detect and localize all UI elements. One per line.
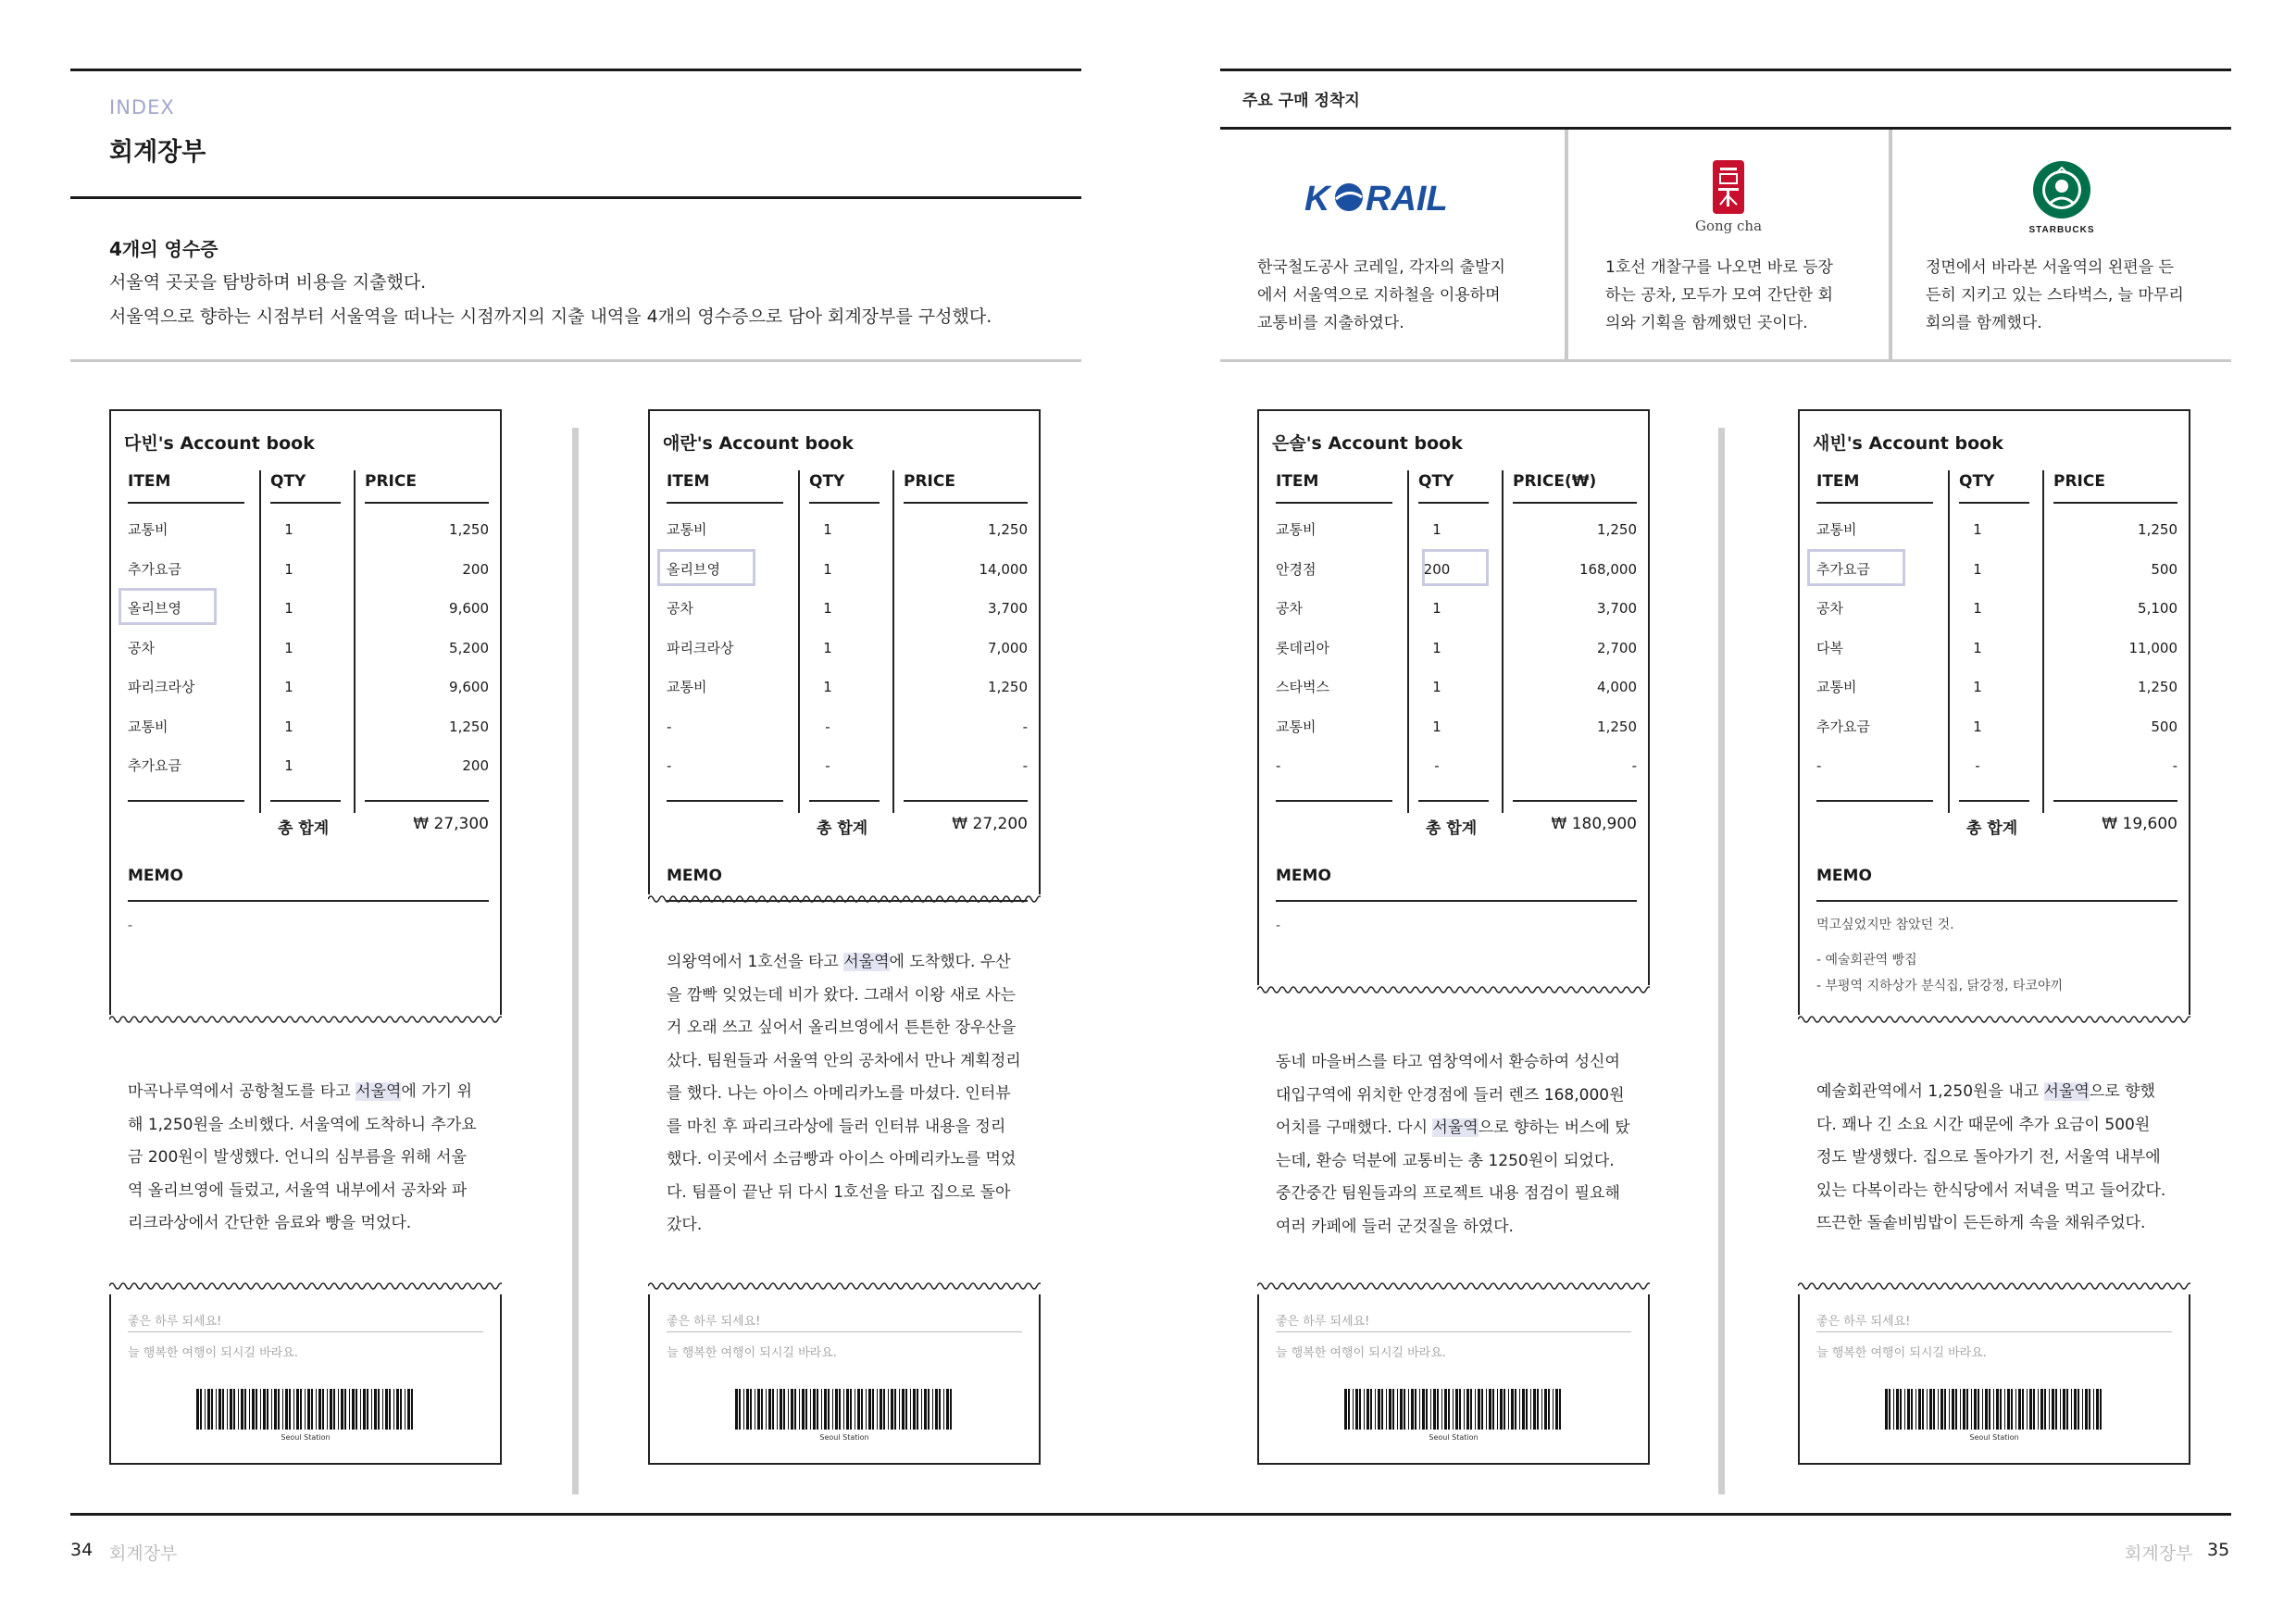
- column-header-price: PRICE: [365, 472, 417, 491]
- item-qty: 1: [284, 639, 293, 656]
- story-text: 을 깜빡 잊었는데 비가 왔다. 그래서 이왕 새로 사는: [667, 985, 1017, 1005]
- starbucks-desc-3: 회의를 함께했다.: [1926, 314, 2042, 332]
- story-text: 의왕역에서 1호선을 타고: [667, 953, 844, 971]
- column-header-rule: [667, 502, 783, 504]
- receipt-aeran: [648, 409, 1041, 1465]
- item-price: -: [1022, 757, 1028, 774]
- item-name: 올리브영: [128, 600, 181, 617]
- item-qty: 1: [1432, 718, 1441, 735]
- store-starbucks: [1892, 130, 2231, 361]
- story-line: [1816, 1142, 2177, 1175]
- item-qty: 1: [1432, 679, 1441, 695]
- item-price: 500: [2151, 560, 2177, 578]
- receipt-tear-edge: [1257, 1280, 1650, 1293]
- column-header-qty: QTY: [1418, 472, 1454, 491]
- item-qty: -: [825, 718, 830, 735]
- item-name: 공차: [1276, 600, 1303, 617]
- receipt-story: [1816, 1076, 2177, 1241]
- item-price: 1,250: [988, 679, 1028, 695]
- column-header-qty: QTY: [270, 472, 306, 491]
- column-bottom-rule: [365, 800, 489, 802]
- item-price: 1,250: [2138, 521, 2177, 538]
- barcode-caption: Seoul Station: [1429, 1433, 1479, 1442]
- item-qty: 1: [1432, 600, 1441, 617]
- intro-rule: [70, 359, 1081, 362]
- story-text: 다. 꽤나 긴 소요 시간 때문에 추가 요금이 500원: [1816, 1115, 2151, 1134]
- memo-rule: [1276, 900, 1637, 902]
- story-text: 했다. 이곳에서 소금빵과 아이스 아메리카노를 먹었: [667, 1150, 1017, 1168]
- story-text: 갔다.: [667, 1216, 703, 1234]
- item-qty: 1: [823, 560, 832, 578]
- receipt-separator-right: [1718, 428, 1725, 1494]
- item-name: 교통비: [128, 718, 168, 735]
- story-line: [1276, 1112, 1637, 1145]
- page-label-right: 회계장부: [2125, 1543, 2193, 1564]
- item-name: 다복: [1816, 639, 1843, 656]
- starbucks-logo-text: STARBUCKS: [2028, 224, 2095, 235]
- memo-text: -: [128, 918, 133, 933]
- story-text: 를 마친 후 파리크라상에 들러 인터뷰 내용을 정리: [667, 1117, 1006, 1136]
- item-name: 교통비: [667, 521, 707, 538]
- receipt-tear-edge: [109, 1013, 502, 1026]
- item-name: 교통비: [128, 521, 168, 538]
- item-price: 3,700: [988, 600, 1028, 617]
- item-name: -: [667, 757, 672, 774]
- highlight-box: [1422, 549, 1489, 586]
- item-name: 교통비: [1276, 718, 1316, 735]
- gongcha-logo-text: Gong cha: [1694, 218, 1763, 234]
- starbucks-desc-1: 정면에서 바라본 서울역의 왼편을 든: [1926, 258, 2174, 277]
- svg-text:RAIL: RAIL: [1366, 180, 1448, 218]
- item-qty: 1: [1973, 639, 1982, 656]
- column-header-rule: [128, 502, 244, 504]
- receipt-tear-edge: [1798, 1013, 2190, 1026]
- barcode-icon: [1344, 1389, 1566, 1430]
- total-label: 총 합계: [1966, 819, 2018, 838]
- item-qty: -: [1975, 757, 1980, 774]
- story-line: [667, 980, 1028, 1013]
- page-number-left: 34: [70, 1540, 94, 1560]
- starbucks-desc-2: 든히 지키고 있는 스타벅스, 늘 마무리: [1926, 286, 2184, 305]
- item-name: 파리크라상: [128, 679, 195, 695]
- story-text: 중간중간 팀원들과의 프로젝트 내용 점검이 필요해: [1276, 1184, 1620, 1203]
- page-label-left: 회계장부: [109, 1543, 178, 1564]
- item-name: 공차: [128, 639, 155, 656]
- column-header-item: ITEM: [667, 472, 710, 491]
- item-price: 168,000: [1578, 560, 1637, 578]
- intro-line-2: 서울역으로 향하는 시점부터 서울역을 떠나는 시점까지의 지출 내역을 4개의 영수증으로 담아 회계장부를 구성했다.: [109, 306, 992, 327]
- memo-rule: [1816, 900, 2177, 902]
- story-line: [128, 1076, 489, 1109]
- total-value: ₩ 27,300: [413, 815, 489, 833]
- total-value: ₩ 19,600: [2102, 815, 2177, 833]
- story-text: 으로 향하는 버스에 탔: [1478, 1118, 1630, 1137]
- total-label: 총 합계: [278, 819, 330, 838]
- receipt-story: [128, 1076, 489, 1241]
- item-name: 추가요금: [1816, 718, 1870, 735]
- footer-wish: 늘 행복한 여행이 되시길 바라요.: [1816, 1346, 1987, 1360]
- item-name: -: [1816, 757, 1822, 774]
- story-line: [1816, 1207, 2177, 1241]
- story-highlight: 서울역: [2043, 1082, 2090, 1101]
- item-price: 11,000: [2128, 639, 2177, 656]
- barcode-caption: Seoul Station: [1969, 1433, 2019, 1442]
- column-header-rule: [2053, 502, 2177, 504]
- story-text: 동네 마을버스를 타고 염창역에서 환승하여 성신여: [1276, 1053, 1620, 1071]
- story-line: [1276, 1178, 1637, 1211]
- item-name: 올리브영: [667, 560, 720, 578]
- footer-divider: [1816, 1331, 2172, 1332]
- item-qty: 1: [284, 600, 293, 617]
- receipt-title: 은솔's Account book: [1272, 433, 1463, 454]
- column-header-price: PRICE: [2053, 472, 2105, 491]
- story-text: 리크라상에서 간단한 음료와 빵을 먹었다.: [128, 1214, 412, 1232]
- stores-title: 주요 구매 정착지: [1242, 92, 1360, 110]
- story-line: [667, 1111, 1028, 1144]
- footer-rule: [70, 1513, 2231, 1516]
- receipt-title: 애란's Account book: [663, 433, 854, 454]
- item-price: 1,250: [2138, 679, 2177, 695]
- story-text: 뜨끈한 돌솥비빔밥이 든든하게 속을 채워주었다.: [1816, 1214, 2146, 1232]
- column-bottom-rule: [1418, 800, 1489, 802]
- item-qty: 1: [1973, 600, 1982, 617]
- receipt-footer: [1798, 1294, 2190, 1465]
- column-header-rule: [904, 502, 1028, 504]
- column-bottom-rule: [809, 800, 880, 802]
- receipt-body: [1798, 409, 2190, 1015]
- svg-text:K: K: [1304, 180, 1330, 218]
- item-price: -: [2172, 757, 2177, 774]
- item-price: 9,600: [449, 679, 489, 695]
- item-price: -: [1631, 757, 1637, 774]
- item-price: -: [1022, 718, 1028, 735]
- story-text: 거 오래 쓰고 싶어서 올리브영에서 튼튼한 장우산을: [667, 1018, 1017, 1037]
- story-text: 여러 카페에 들러 군것질을 하였다.: [1276, 1217, 1514, 1236]
- column-bottom-rule: [1959, 800, 2029, 802]
- item-price: 4,000: [1597, 679, 1637, 695]
- footer-wish: 늘 행복한 여행이 되시길 바라요.: [128, 1346, 298, 1360]
- memo-rule: [128, 900, 489, 902]
- item-price: 2,700: [1597, 639, 1637, 656]
- item-price: 1,250: [1597, 718, 1637, 735]
- item-price: 200: [462, 560, 489, 578]
- receipt-footer: [1257, 1294, 1650, 1465]
- story-line: [667, 1012, 1028, 1045]
- story-line: [1276, 1211, 1637, 1244]
- story-text: 정도 발생했다. 집으로 돌아가기 전, 서울역 내부에: [1816, 1148, 2161, 1167]
- memo-text: -: [1276, 918, 1281, 933]
- index-label: INDEX: [109, 96, 175, 119]
- receipt-saebin: [1798, 409, 2190, 1465]
- footer-wish: 늘 행복한 여행이 되시길 바라요.: [1276, 1346, 1446, 1360]
- column-bottom-rule: [270, 800, 341, 802]
- item-qty: 1: [823, 600, 832, 617]
- item-price: 3,700: [1597, 600, 1637, 617]
- story-line: [128, 1142, 489, 1175]
- item-price: 1,250: [1597, 521, 1637, 538]
- story-text: 다. 팀플이 끝난 뒤 다시 1호선을 타고 집으로 돌아: [667, 1182, 1011, 1202]
- story-highlight: 서울역: [1432, 1118, 1479, 1137]
- item-price: 5,200: [449, 639, 489, 656]
- item-qty: -: [825, 757, 830, 774]
- story-line: [1276, 1046, 1637, 1080]
- column-separator: [892, 470, 894, 813]
- column-header-item: ITEM: [128, 472, 171, 491]
- story-text: 에 가기 위: [401, 1082, 472, 1101]
- item-qty: 1: [823, 521, 832, 538]
- item-qty: 1: [284, 718, 293, 735]
- story-text: 마곡나루역에서 공항철도를 타고: [128, 1082, 356, 1101]
- item-qty: 1: [284, 757, 293, 774]
- korail-desc-2: 에서 서울역으로 지하철을 이용하며: [1257, 286, 1501, 305]
- memo-label: MEMO: [667, 867, 722, 885]
- receipt-body: [648, 409, 1041, 894]
- item-qty: 1: [823, 679, 832, 695]
- story-text: 금 200원이 발생했다. 언니의 심부름을 위해 서울: [128, 1148, 467, 1167]
- total-label: 총 합계: [1426, 819, 1478, 838]
- item-name: 스타벅스: [1276, 679, 1329, 695]
- item-qty: 1: [1973, 560, 1982, 578]
- gongcha-desc-1: 1호선 개찰구를 나오면 바로 등장: [1605, 258, 1833, 277]
- footer-greeting: 좋은 하루 되세요!: [1276, 1315, 1370, 1329]
- korail-desc-1: 한국철도공사 코레일, 각자의 출발지: [1257, 258, 1505, 277]
- item-name: 안경점: [1276, 560, 1316, 578]
- receipt-story: [1276, 1046, 1637, 1243]
- item-name: 추가요금: [128, 757, 181, 774]
- barcode-caption: Seoul Station: [281, 1433, 331, 1442]
- memo-label: MEMO: [1276, 867, 1331, 885]
- column-header-rule: [1959, 502, 2029, 504]
- story-line: [667, 1078, 1028, 1111]
- item-name: -: [1276, 757, 1281, 774]
- receipt-tear-edge: [648, 1280, 1041, 1293]
- item-name: 추가요금: [128, 560, 181, 578]
- story-text: 해 1,250원을 소비했다. 서울역에 도착하니 추가요: [128, 1115, 477, 1134]
- item-name: 교통비: [1816, 521, 1857, 538]
- receipt-tear-edge: [648, 893, 1041, 906]
- highlight-box: [657, 549, 755, 586]
- title-rule: [70, 196, 1081, 199]
- story-text: 있는 다복이라는 한식당에서 저녁을 먹고 들어갔다.: [1816, 1181, 2166, 1200]
- item-qty: 1: [284, 560, 293, 578]
- receipt-tear-edge: [109, 1280, 502, 1293]
- receipt-tear-edge: [1798, 1280, 2190, 1293]
- item-price: 9,600: [449, 600, 489, 617]
- footer-divider: [128, 1331, 483, 1332]
- page-number-right: 35: [2207, 1540, 2230, 1560]
- footer-divider: [667, 1331, 1022, 1332]
- memo-label: MEMO: [1816, 867, 1872, 885]
- story-line: [667, 946, 1028, 980]
- top-rule-left: [70, 69, 1081, 71]
- column-header-qty: QTY: [809, 472, 845, 491]
- receipt-story: [667, 946, 1028, 1243]
- item-price: 200: [462, 757, 489, 774]
- story-line: [128, 1175, 489, 1208]
- story-line: [128, 1109, 489, 1143]
- story-line: [1816, 1076, 2177, 1109]
- column-bottom-rule: [1816, 800, 1933, 802]
- footer-wish: 늘 행복한 여행이 되시길 바라요.: [667, 1346, 837, 1360]
- footer-greeting: 좋은 하루 되세요!: [667, 1315, 761, 1329]
- column-header-qty: QTY: [1959, 472, 1995, 491]
- receipt-title: 다빈's Account book: [124, 433, 315, 454]
- column-header-rule: [1513, 502, 1637, 504]
- item-qty: -: [1434, 757, 1440, 774]
- highlight-box: [1807, 549, 1905, 586]
- store-gongcha: [1568, 130, 1889, 361]
- story-text: 역 올리브영에 들렀고, 서울역 내부에서 공차와 파: [128, 1181, 468, 1200]
- page-title: 회계장부: [109, 138, 206, 167]
- item-price: 1,250: [449, 718, 489, 735]
- receipt-body: [109, 409, 502, 1015]
- story-text: 에 도착했다. 우산: [889, 953, 1011, 971]
- footer-greeting: 좋은 하루 되세요!: [1816, 1315, 1911, 1329]
- story-text: 를 했다. 나는 아이스 아메리카노를 마셨다. 인터뷰: [667, 1084, 1011, 1103]
- item-qty: 1: [1432, 639, 1441, 656]
- item-name: 교통비: [667, 679, 707, 695]
- column-header-rule: [809, 502, 880, 504]
- item-price: 14,000: [979, 560, 1028, 578]
- column-separator: [2042, 470, 2044, 813]
- total-value: ₩ 180,900: [1551, 815, 1637, 833]
- memo-text: - 예술회관역 빵집: [1816, 953, 1917, 968]
- receipt-footer: [648, 1294, 1041, 1465]
- item-qty: 200: [1423, 560, 1451, 578]
- column-bottom-rule: [128, 800, 244, 802]
- story-line: [667, 1209, 1028, 1243]
- column-separator: [354, 470, 356, 813]
- receipt-footer: [109, 1294, 502, 1465]
- footer-greeting: 좋은 하루 되세요!: [128, 1315, 222, 1329]
- barcode-icon: [1885, 1389, 2107, 1430]
- item-name: -: [667, 718, 672, 735]
- story-line: [128, 1207, 489, 1241]
- item-name: 롯데리아: [1276, 639, 1329, 656]
- receipt-title: 새빈's Account book: [1813, 433, 2003, 454]
- story-text: 어치를 구매했다. 다시: [1276, 1118, 1433, 1137]
- store-korail: [1220, 130, 1565, 361]
- story-highlight: 서울역: [356, 1082, 402, 1101]
- item-name: 교통비: [1816, 679, 1857, 695]
- item-qty: 1: [1973, 718, 1982, 735]
- item-price: 1,250: [988, 521, 1028, 538]
- column-header-rule: [1418, 502, 1489, 504]
- story-line: [667, 1045, 1028, 1079]
- gongcha-desc-3: 의와 기획을 함께했던 곳이다.: [1605, 314, 1808, 332]
- starbucks-logo: [1892, 146, 2231, 248]
- item-qty: 1: [284, 521, 293, 538]
- story-text: 샀다. 팀원들과 서울역 안의 공차에서 만나 계획정리: [667, 1051, 1021, 1070]
- korail-logo: [1220, 146, 1565, 248]
- item-qty: 1: [1432, 521, 1441, 538]
- story-text: 대입구역에 위치한 안경점에 들러 렌즈 168,000원: [1276, 1085, 1625, 1105]
- story-line: [1276, 1080, 1637, 1113]
- item-price: 5,100: [2138, 600, 2177, 617]
- item-price: 1,250: [449, 521, 489, 538]
- receipt-body: [1257, 409, 1650, 985]
- item-qty: 1: [1973, 679, 1982, 695]
- story-line: [1816, 1175, 2177, 1208]
- barcode-icon: [735, 1389, 957, 1430]
- story-highlight: 서울역: [843, 953, 890, 971]
- item-name: 교통비: [1276, 521, 1316, 538]
- item-name: 공차: [1816, 600, 1843, 617]
- column-header-price: PRICE: [904, 472, 955, 491]
- item-qty: 1: [1973, 521, 1982, 538]
- memo-text: - 부평역 지하상가 분식집, 닭강정, 타코야끼: [1816, 979, 2064, 993]
- barcode-icon: [196, 1389, 418, 1430]
- highlight-box: [119, 588, 217, 625]
- column-bottom-rule: [1276, 800, 1392, 802]
- top-rule-right: [1220, 69, 2231, 71]
- story-line: [667, 1143, 1028, 1177]
- gongcha-desc-2: 하는 공차, 모두가 모여 간단한 회: [1605, 286, 1833, 305]
- receipt-eunsol: [1257, 409, 1650, 1465]
- story-line: [667, 1177, 1028, 1210]
- story-line: [1276, 1145, 1637, 1179]
- column-bottom-rule: [2053, 800, 2177, 802]
- total-value: ₩ 27,200: [952, 815, 1028, 833]
- column-header-item: ITEM: [1276, 472, 1319, 491]
- column-separator: [1502, 470, 1504, 813]
- column-bottom-rule: [667, 800, 783, 802]
- item-name: 추가요금: [1816, 560, 1870, 578]
- column-header-item: ITEM: [1816, 472, 1860, 491]
- item-qty: 1: [284, 679, 293, 695]
- story-text: 는데, 환승 덕분에 교통비는 총 1250원이 되었다.: [1276, 1151, 1615, 1170]
- receipt-dabin: [109, 409, 502, 1465]
- korail-desc-3: 교통비를 지출하였다.: [1257, 314, 1404, 332]
- receipt-tear-edge: [1257, 983, 1650, 996]
- footer-divider: [1276, 1331, 1631, 1332]
- memo-label: MEMO: [128, 867, 183, 885]
- receipt-separator-left: [572, 428, 579, 1494]
- item-price: 500: [2151, 718, 2177, 735]
- intro-title: 4개의 영수증: [109, 238, 218, 260]
- memo-text: 먹고싶었지만 참았던 것.: [1816, 918, 1954, 932]
- story-line: [1816, 1109, 2177, 1143]
- intro-line-1: 서울역 곳곳을 탐방하며 비용을 지출했다.: [109, 272, 427, 293]
- gongcha-logo: [1568, 146, 1889, 248]
- total-label: 총 합계: [817, 819, 868, 838]
- item-price: 7,000: [988, 639, 1028, 656]
- item-name: 파리크라상: [667, 639, 734, 656]
- column-header-price: PRICE(₩): [1513, 472, 1597, 491]
- column-header-rule: [1816, 502, 1933, 504]
- item-name: 공차: [667, 600, 693, 617]
- barcode-caption: Seoul Station: [819, 1433, 869, 1442]
- story-text: 예술회관역에서 1,250원을 내고: [1816, 1082, 2044, 1101]
- column-bottom-rule: [1513, 800, 1637, 802]
- column-bottom-rule: [904, 800, 1028, 802]
- story-text: 으로 향했: [2089, 1082, 2155, 1101]
- column-header-rule: [270, 502, 341, 504]
- column-header-rule: [1276, 502, 1392, 504]
- item-qty: 1: [823, 639, 832, 656]
- column-header-rule: [365, 502, 489, 504]
